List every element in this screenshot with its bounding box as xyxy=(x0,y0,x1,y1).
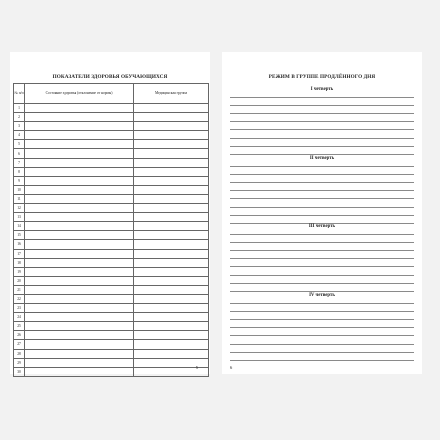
row-number: 5 xyxy=(14,140,25,149)
writing-line[interactable] xyxy=(230,234,414,235)
health-status-cell[interactable] xyxy=(25,213,134,222)
medical-group-cell[interactable] xyxy=(134,249,209,258)
health-status-cell[interactable] xyxy=(25,240,134,249)
quarter-heading: III четверть xyxy=(308,224,336,229)
writing-line[interactable] xyxy=(230,327,414,328)
quarter-heading: II четверть xyxy=(309,156,335,161)
writing-line[interactable] xyxy=(230,190,414,191)
table-row xyxy=(14,285,209,294)
row-number: 20 xyxy=(14,276,25,285)
table-row xyxy=(14,104,209,113)
medical-group-cell[interactable] xyxy=(134,185,209,194)
row-number: 8 xyxy=(14,167,25,176)
medical-group-cell[interactable] xyxy=(134,258,209,267)
health-table-body xyxy=(14,104,209,377)
health-status-cell[interactable] xyxy=(25,258,134,267)
row-number: 18 xyxy=(14,258,25,267)
row-number: 12 xyxy=(14,204,25,213)
medical-group-cell[interactable] xyxy=(134,104,209,113)
page-number: 5 xyxy=(195,365,198,370)
health-status-cell[interactable] xyxy=(25,167,134,176)
health-status-cell[interactable] xyxy=(25,140,134,149)
writing-line[interactable] xyxy=(230,283,414,284)
writing-line[interactable] xyxy=(230,129,414,130)
health-status-cell[interactable] xyxy=(25,204,134,213)
medical-group-cell[interactable] xyxy=(134,140,209,149)
table-row xyxy=(14,294,209,303)
table-row xyxy=(14,185,209,194)
medical-group-cell[interactable] xyxy=(134,158,209,167)
writing-line[interactable] xyxy=(230,154,414,155)
table-row xyxy=(14,176,209,185)
medical-group-cell[interactable] xyxy=(134,213,209,222)
row-number: 16 xyxy=(14,240,25,249)
row-number: 17 xyxy=(14,249,25,258)
health-status-cell[interactable] xyxy=(25,267,134,276)
right-page xyxy=(222,52,422,374)
table-row xyxy=(14,276,209,285)
medical-group-cell[interactable] xyxy=(134,231,209,240)
writing-line[interactable] xyxy=(230,207,414,208)
writing-line[interactable] xyxy=(230,344,414,345)
row-number: 22 xyxy=(14,294,25,303)
writing-line[interactable] xyxy=(230,291,414,292)
row-number: 27 xyxy=(14,340,25,349)
table-row xyxy=(14,267,209,276)
medical-group-cell[interactable] xyxy=(134,267,209,276)
health-status-cell[interactable] xyxy=(25,331,134,340)
health-status-cell[interactable] xyxy=(25,231,134,240)
page-title: РЕЖИМ В ГРУППЕ ПРОДЛЁННОГО ДНЯ xyxy=(268,74,376,80)
health-status-cell[interactable] xyxy=(25,122,134,131)
row-number: 24 xyxy=(14,313,25,322)
row-number: 10 xyxy=(14,185,25,194)
writing-line[interactable] xyxy=(230,138,414,139)
table-row xyxy=(14,349,209,358)
page-title: ПОКАЗАТЕЛИ ЗДОРОВЬЯ ОБУЧАЮЩИХСЯ xyxy=(52,74,168,80)
health-status-cell[interactable] xyxy=(25,194,134,203)
writing-line[interactable] xyxy=(230,319,414,320)
table-row xyxy=(14,358,209,367)
writing-line[interactable] xyxy=(230,258,414,259)
writing-line[interactable] xyxy=(230,311,414,312)
row-number: 4 xyxy=(14,131,25,140)
medical-group-cell[interactable] xyxy=(134,131,209,140)
table-row xyxy=(14,167,209,176)
row-number: 29 xyxy=(14,358,25,367)
row-number: 14 xyxy=(14,222,25,231)
health-status-cell[interactable] xyxy=(25,104,134,113)
health-status-cell[interactable] xyxy=(25,113,134,122)
row-number: 11 xyxy=(14,194,25,203)
health-status-cell[interactable] xyxy=(25,285,134,294)
medical-group-cell[interactable] xyxy=(134,122,209,131)
writing-line[interactable] xyxy=(230,198,414,199)
table-row xyxy=(14,194,209,203)
health-status-cell[interactable] xyxy=(25,313,134,322)
table-row xyxy=(14,204,209,213)
medical-group-cell[interactable] xyxy=(134,304,209,313)
medical-group-cell[interactable] xyxy=(134,222,209,231)
medical-group-cell[interactable] xyxy=(134,167,209,176)
row-number: 25 xyxy=(14,322,25,331)
writing-line[interactable] xyxy=(230,182,414,183)
table-row xyxy=(14,213,209,222)
medical-group-cell[interactable] xyxy=(134,194,209,203)
table-row xyxy=(14,240,209,249)
medical-group-cell[interactable] xyxy=(134,294,209,303)
medical-group-cell[interactable] xyxy=(134,322,209,331)
row-number: 26 xyxy=(14,331,25,340)
health-status-cell[interactable] xyxy=(25,158,134,167)
table-row xyxy=(14,231,209,240)
medical-group-cell[interactable] xyxy=(134,149,209,158)
health-status-cell[interactable] xyxy=(25,322,134,331)
table-row xyxy=(14,340,209,349)
medical-group-cell[interactable] xyxy=(134,204,209,213)
medical-group-cell[interactable] xyxy=(134,240,209,249)
writing-line[interactable] xyxy=(230,121,414,122)
row-number: 28 xyxy=(14,349,25,358)
health-status-cell[interactable] xyxy=(25,367,134,376)
row-number: 21 xyxy=(14,285,25,294)
health-status-cell[interactable] xyxy=(25,276,134,285)
row-number: 2 xyxy=(14,113,25,122)
row-number: 1 xyxy=(14,104,25,113)
writing-line[interactable] xyxy=(230,335,414,336)
writing-line[interactable] xyxy=(230,166,414,167)
row-number: 19 xyxy=(14,267,25,276)
health-status-cell[interactable] xyxy=(25,349,134,358)
page-number: 6 xyxy=(230,365,233,370)
medical-group-cell[interactable] xyxy=(134,340,209,349)
health-status-cell[interactable] xyxy=(25,249,134,258)
table-row xyxy=(14,258,209,267)
health-table xyxy=(13,83,209,377)
writing-line[interactable] xyxy=(230,242,414,243)
table-row xyxy=(14,113,209,122)
writing-line[interactable] xyxy=(230,146,414,147)
health-status-cell[interactable] xyxy=(25,358,134,367)
table-row xyxy=(14,131,209,140)
left-page xyxy=(10,52,210,374)
health-status-cell[interactable] xyxy=(25,176,134,185)
row-number: 6 xyxy=(14,149,25,158)
table-row xyxy=(14,222,209,231)
health-status-cell[interactable] xyxy=(25,340,134,349)
medical-group-cell[interactable] xyxy=(134,331,209,340)
header-health-status: Состояние здоровья (отклонение от нормы) xyxy=(25,84,134,104)
table-row xyxy=(14,122,209,131)
medical-group-cell[interactable] xyxy=(134,349,209,358)
writing-line[interactable] xyxy=(230,215,414,216)
writing-line[interactable] xyxy=(230,360,414,361)
header-number: № п/п xyxy=(14,84,25,104)
writing-line[interactable] xyxy=(230,174,414,175)
row-number: 3 xyxy=(14,122,25,131)
table-row xyxy=(14,367,209,376)
medical-group-cell[interactable] xyxy=(134,313,209,322)
writing-line[interactable] xyxy=(230,266,414,267)
medical-group-cell[interactable] xyxy=(134,113,209,122)
table-row xyxy=(14,331,209,340)
table-row xyxy=(14,158,209,167)
writing-line[interactable] xyxy=(230,303,414,304)
writing-line[interactable] xyxy=(230,352,414,353)
health-status-cell[interactable] xyxy=(25,131,134,140)
medical-group-cell[interactable] xyxy=(134,276,209,285)
writing-line[interactable] xyxy=(230,250,414,251)
writing-line[interactable] xyxy=(230,97,414,98)
row-number: 13 xyxy=(14,213,25,222)
writing-line[interactable] xyxy=(230,105,414,106)
table-header-row xyxy=(14,84,209,104)
writing-line[interactable] xyxy=(230,113,414,114)
quarter-heading: I четверть xyxy=(310,87,334,92)
health-status-cell[interactable] xyxy=(25,294,134,303)
table-row xyxy=(14,249,209,258)
table-row xyxy=(14,322,209,331)
row-number: 23 xyxy=(14,304,25,313)
table-row xyxy=(14,149,209,158)
header-medical-group: Медицинская группа xyxy=(134,84,209,104)
health-status-cell[interactable] xyxy=(25,222,134,231)
writing-line[interactable] xyxy=(230,275,414,276)
table-row xyxy=(14,313,209,322)
table-row xyxy=(14,140,209,149)
quarter-heading: IV четверть xyxy=(309,293,335,298)
table-row xyxy=(14,304,209,313)
medical-group-cell[interactable] xyxy=(134,176,209,185)
health-status-cell[interactable] xyxy=(25,304,134,313)
health-status-cell[interactable] xyxy=(25,149,134,158)
health-status-cell[interactable] xyxy=(25,185,134,194)
row-number: 7 xyxy=(14,158,25,167)
medical-group-cell[interactable] xyxy=(134,285,209,294)
row-number: 30 xyxy=(14,367,25,376)
row-number: 15 xyxy=(14,231,25,240)
row-number: 9 xyxy=(14,176,25,185)
